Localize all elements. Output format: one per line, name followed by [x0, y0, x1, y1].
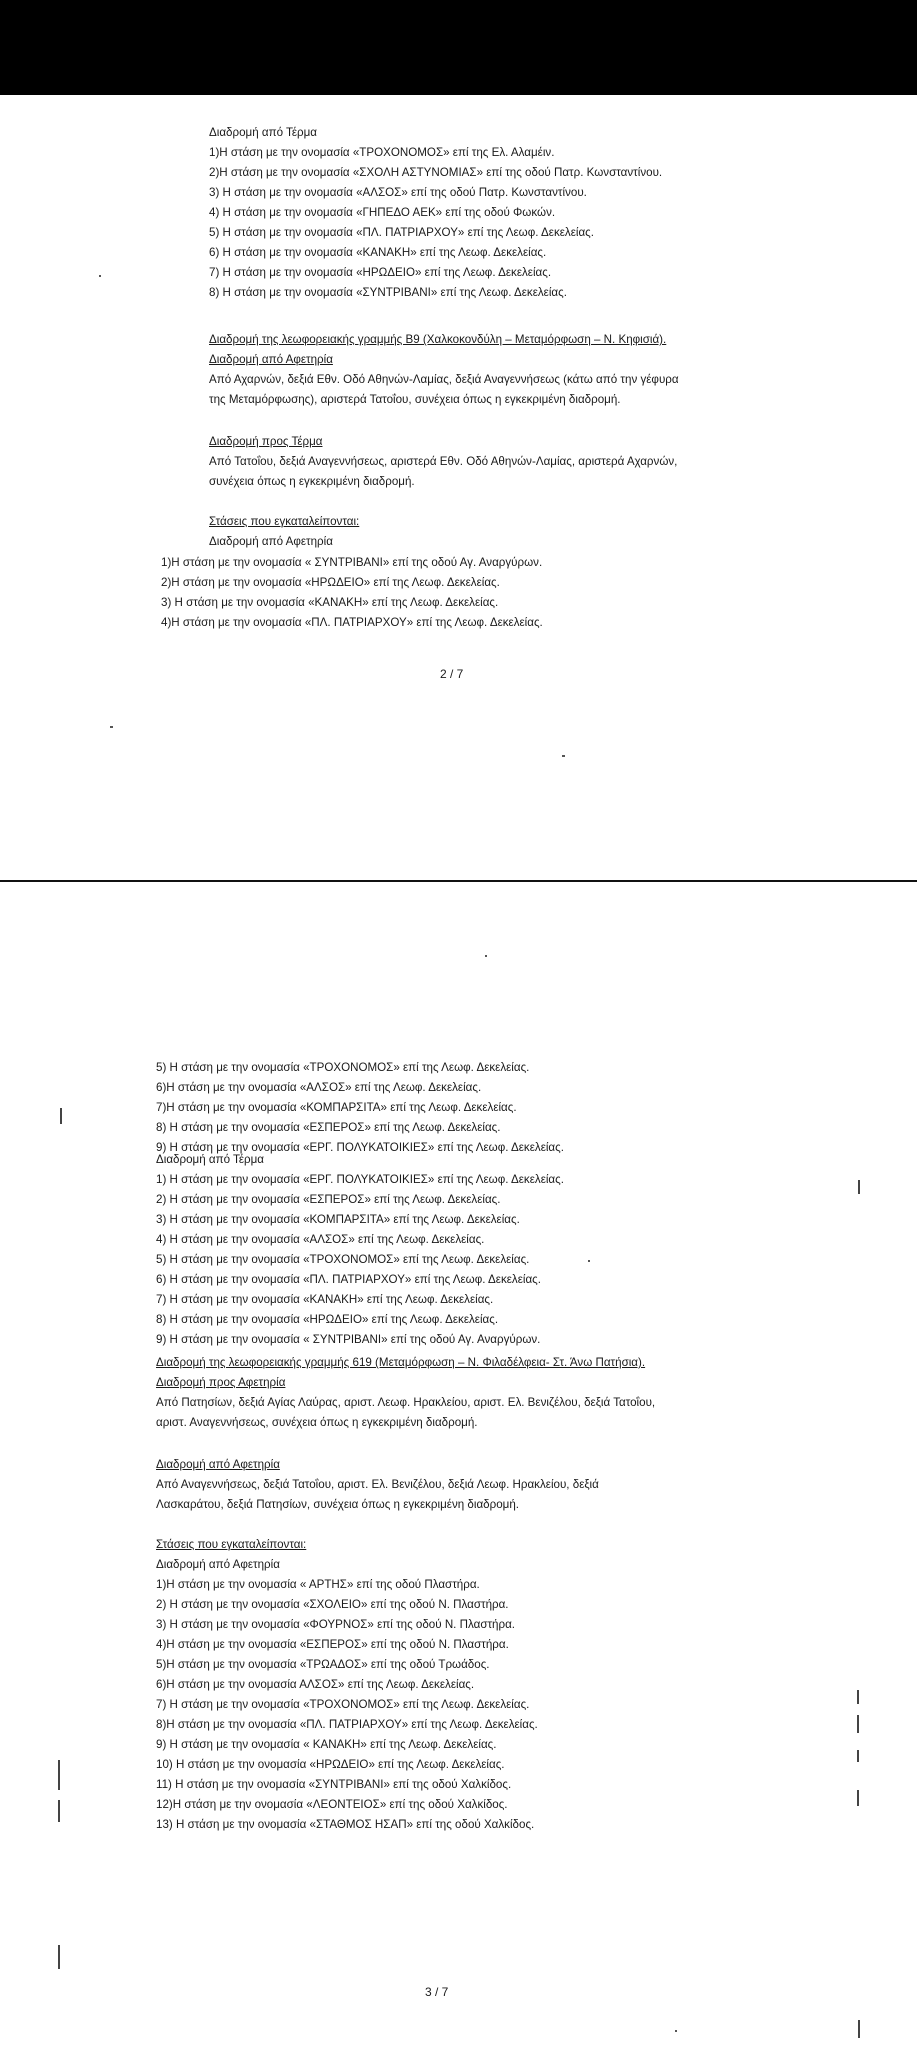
page1-b9-block [209, 330, 679, 410]
stop-line: 7)Η στάση με την ονομασία «ΚΟΜΠΑΡΣΙΤΑ» επί της Λεωφ. Δεκελείας. [156, 1101, 517, 1114]
stop-line: 5) Η στάση με την ονομασία «ΤΡΟΧΟΝΟΜΟΣ» επί της Λεωφ. Δεκελείας. [156, 1253, 530, 1266]
stop-line: 1)Η στάση με την ονομασία «ΤΡΟΧΟΝΟΜΟΣ» επί της Ελ. Αλαμέιν. [209, 146, 555, 159]
section-heading: Διαδρομή προς Αφετηρία [156, 1376, 286, 1389]
stop-line: 4)Η στάση με την ονομασία «ΕΣΠΕΡΟΣ» επί της οδού Ν. Πλαστήρα. [156, 1638, 509, 1651]
stop-line: 1)Η στάση με την ονομασία « ΣΥΝΤΡΙΒΑΝΙ» επί της οδού Αγ. Αναργύρων. [161, 556, 543, 569]
stop-line: 4) Η στάση με την ονομασία «ΑΛΣΟΣ» επί της Λεωφ. Δεκελείας. [156, 1233, 485, 1246]
stop-line: 2)Η στάση με την ονομασία «ΗΡΩΔΕΙΟ» επί της Λεωφ. Δεκελείας. [161, 576, 500, 589]
section-heading: Διαδρομή από Τέρμα [209, 126, 317, 139]
stop-line: 8)Η στάση με την ονομασία «ΠΛ. ΠΑΤΡΙΑΡΧΟΥ» επί της Λεωφ. Δεκελείας. [156, 1718, 538, 1731]
stop-line: 10) Η στάση με την ονομασία «ΗΡΩΔΕΙΟ» επί της Λεωφ. Δεκελείας. [156, 1758, 505, 1771]
route-text: Από Αχαρνών, δεξιά Εθν. Οδό Αθηνών-Λαμίας, δεξιά Αναγεννήσεως (κάτω από την γέφυρα [209, 373, 679, 386]
section-heading: Στάσεις που εγκαταλείπονται: [209, 515, 360, 528]
stop-line: 2) Η στάση με την ονομασία «ΣΧΟΛΕΙΟ» επί της οδού Ν. Πλαστήρα. [156, 1598, 509, 1611]
stop-line: 1) Η στάση με την ονομασία «ΕΡΓ. ΠΟΛΥΚΑΤΟΙΚΙΕΣ» επί της Λεωφ. Δεκελείας. [156, 1173, 564, 1186]
page2-619-block [156, 1353, 655, 1433]
stop-line: 4)Η στάση με την ονομασία «ΠΛ. ΠΑΤΡΙΑΡΧΟΥ» επί της Λεωφ. Δεκελείας. [161, 616, 543, 629]
stop-line: 7) Η στάση με την ονομασία «ΗΡΩΔΕΙΟ» επί της Λεωφ. Δεκελείας. [209, 266, 552, 279]
stop-line: 6) Η στάση με την ονομασία «ΚΑΝΑΚΗ» επί της Λεωφ. Δεκελείας. [209, 246, 547, 259]
page1-abandoned-heading [209, 512, 359, 552]
scan-mark [58, 1945, 60, 1969]
page1-b9-terma-block [209, 432, 677, 492]
scan-mark [857, 1715, 859, 1733]
route-text: Από Αναγεννήσεως, δεξιά Τατοΐου, αριστ. Ελ. Βενιζέλου, δεξιά Λεωφ. Ηρακλείου, δεξιά [156, 1478, 599, 1491]
scan-mark [58, 1760, 60, 1790]
stop-line: 8) Η στάση με την ονομασία «ΗΡΩΔΕΙΟ» επί της Λεωφ. Δεκελείας. [156, 1313, 499, 1326]
scan-speck [675, 2030, 677, 2032]
stop-line: 7) Η στάση με την ονομασία «ΤΡΟΧΟΝΟΜΟΣ» επί της Λεωφ. Δεκελείας. [156, 1698, 530, 1711]
page2-619-apo-block [156, 1455, 599, 1515]
scan-mark [858, 1180, 860, 1194]
page2-cont-stops [156, 1058, 564, 1158]
route-text: της Μεταμόρφωσης), αριστερά Τατοΐου, συνέχεια όπως η εγκεκριμένη διαδρομή. [209, 393, 621, 406]
section-heading: Διαδρομή από Αφετηρία [209, 353, 333, 366]
scan-mark [857, 1690, 859, 1704]
scan-speck [562, 755, 565, 757]
scan-mark [858, 2020, 860, 2038]
route-title: Διαδρομή της λεωφορειακής γραμμής Β9 (Χαλκοκονδύλη – Μεταμόρφωση – Ν. Κηφισιά). [209, 333, 667, 346]
stop-line: 8) Η στάση με την ονομασία «ΣΥΝΤΡΙΒΑΝΙ» επί της Λεωφ. Δεκελείας. [209, 286, 567, 299]
stop-line: 12)Η στάση με την ονομασία «ΛΕΟΝΤΕΙΟΣ» επί της οδού Χαλκίδος. [156, 1798, 508, 1811]
stop-line: 11) Η στάση με την ονομασία «ΣΥΝΤΡΙΒΑΝΙ» επί της οδού Χαλκίδος. [156, 1778, 512, 1791]
route-text: αριστ. Αναγεννήσεως, συνέχεια όπως η εγκεκριμένη διαδρομή. [156, 1416, 478, 1429]
stop-line: 6) Η στάση με την ονομασία «ΠΛ. ΠΑΤΡΙΑΡΧΟΥ» επί της Λεωφ. Δεκελείας. [156, 1273, 541, 1286]
page1-afetiria-stops [161, 553, 543, 633]
stop-line: 9) Η στάση με την ονομασία «ΕΡΓ. ΠΟΛΥΚΑΤΟΙΚΙΕΣ» επί της Λεωφ. Δεκελείας. [156, 1141, 564, 1154]
stop-line: 13) Η στάση με την ονομασία «ΣΤΑΘΜΟΣ ΗΣΑΠ» επί της οδού Χαλκίδος. [156, 1818, 535, 1831]
stop-line: 9) Η στάση με την ονομασία « ΣΥΝΤΡΙΒΑΝΙ» επί της οδού Αγ. Αναργύρων. [156, 1333, 541, 1346]
stop-line: 5) Η στάση με την ονομασία «ΤΡΟΧΟΝΟΜΟΣ» επί της Λεωφ. Δεκελείας. [156, 1061, 530, 1074]
scan-speck [99, 275, 101, 277]
page2-abandoned-block [156, 1535, 538, 1835]
route-title: Διαδρομή της λεωφορειακής γραμμής 619 (Μεταμόρφωση – Ν. Φιλαδέλφεια- Στ. Άνω Πατήσια). [156, 1356, 646, 1369]
scan-mark [60, 1108, 62, 1124]
stop-line: 5)Η στάση με την ονομασία «ΤΡΩΑΔΟΣ» επί της οδού Τρωάδος. [156, 1658, 490, 1671]
page2-terma-block [156, 1150, 564, 1350]
stop-line: 7) Η στάση με την ονομασία «ΚΑΝΑΚΗ» επί της Λεωφ. Δεκελείας. [156, 1293, 494, 1306]
scan-speck [485, 955, 487, 957]
scan-speck [588, 1260, 590, 1262]
route-text: Από Πατησίων, δεξιά Αγίας Λαύρας, αριστ. Λεωφ. Ηρακλείου, αριστ. Ελ. Βενιζέλου, δεξιά Τατοΐου, [156, 1396, 656, 1409]
stop-line: 3) Η στάση με την ονομασία «ΑΛΣΟΣ» επί της οδού Πατρ. Κωνσταντίνου. [209, 186, 587, 199]
scan-mark [857, 1790, 859, 1806]
stop-line: 3) Η στάση με την ονομασία «ΦΟΥΡΝΟΣ» επί της οδού Ν. Πλαστήρα. [156, 1618, 516, 1631]
route-text: συνέχεια όπως η εγκεκριμένη διαδρομή. [209, 475, 415, 488]
stop-line: 4) Η στάση με την ονομασία «ΓΗΠΕΔΟ ΑΕΚ» επί της οδού Φωκών. [209, 206, 556, 219]
stop-line: 2)Η στάση με την ονομασία «ΣΧΟΛΗ ΑΣΤΥΝΟΜΙΑΣ» επί της οδού Πατρ. Κωνσταντίνου. [209, 166, 663, 179]
scan-mark [58, 1800, 60, 1822]
stop-line: 6)Η στάση με την ονομασία «ΑΛΣΟΣ» επί της Λεωφ. Δεκελείας. [156, 1081, 482, 1094]
page-number: 2 / 7 [440, 667, 464, 681]
top-black-bar [0, 0, 917, 95]
route-text: Λασκαράτου, δεξιά Πατησίων, συνέχεια όπως η εγκεκριμένη διαδρομή. [156, 1498, 519, 1511]
page-number: 3 / 7 [425, 1985, 449, 1999]
section-heading: Διαδρομή από Αφετηρία [156, 1458, 280, 1471]
section-heading: Διαδρομή προς Τέρμα [209, 435, 323, 448]
page1-terma-block [209, 123, 662, 303]
stop-line: 6)Η στάση με την ονομασία ΑΛΣΟΣ» επί της Λεωφ. Δεκελείας. [156, 1678, 475, 1691]
scan-mark [857, 1750, 859, 1762]
stop-line: 2) Η στάση με την ονομασία «ΕΣΠΕΡΟΣ» επί της Λεωφ. Δεκελείας. [156, 1193, 501, 1206]
sub-heading: Διαδρομή από Αφετηρία [156, 1558, 280, 1571]
route-text: Από Τατοΐου, δεξιά Αναγεννήσεως, αριστερά Εθν. Οδό Αθηνών-Λαμίας, αριστερά Αχαρνών, [209, 455, 678, 468]
section-heading: Διαδρομή από Τέρμα [156, 1153, 264, 1166]
stop-line: 3) Η στάση με την ονομασία «ΚΑΝΑΚΗ» επί της Λεωφ. Δεκελείας. [161, 596, 499, 609]
page-divider [0, 880, 917, 882]
stop-line: 9) Η στάση με την ονομασία « ΚΑΝΑΚΗ» επί της Λεωφ. Δεκελείας. [156, 1738, 497, 1751]
sub-heading: Διαδρομή από Αφετηρία [209, 535, 333, 548]
stop-line: 1)Η στάση με την ονομασία « ΑΡΤΗΣ» επί της οδού Πλαστήρα. [156, 1578, 480, 1591]
section-heading: Στάσεις που εγκαταλείπονται: [156, 1538, 307, 1551]
stop-line: 3) Η στάση με την ονομασία «ΚΟΜΠΑΡΣΙΤΑ» επί της Λεωφ. Δεκελείας. [156, 1213, 520, 1226]
stop-line: 5) Η στάση με την ονομασία «ΠΛ. ΠΑΤΡΙΑΡΧΟΥ» επί της Λεωφ. Δεκελείας. [209, 226, 594, 239]
stop-line: 8) Η στάση με την ονομασία «ΕΣΠΕΡΟΣ» επί της Λεωφ. Δεκελείας. [156, 1121, 501, 1134]
scan-speck [110, 726, 113, 728]
